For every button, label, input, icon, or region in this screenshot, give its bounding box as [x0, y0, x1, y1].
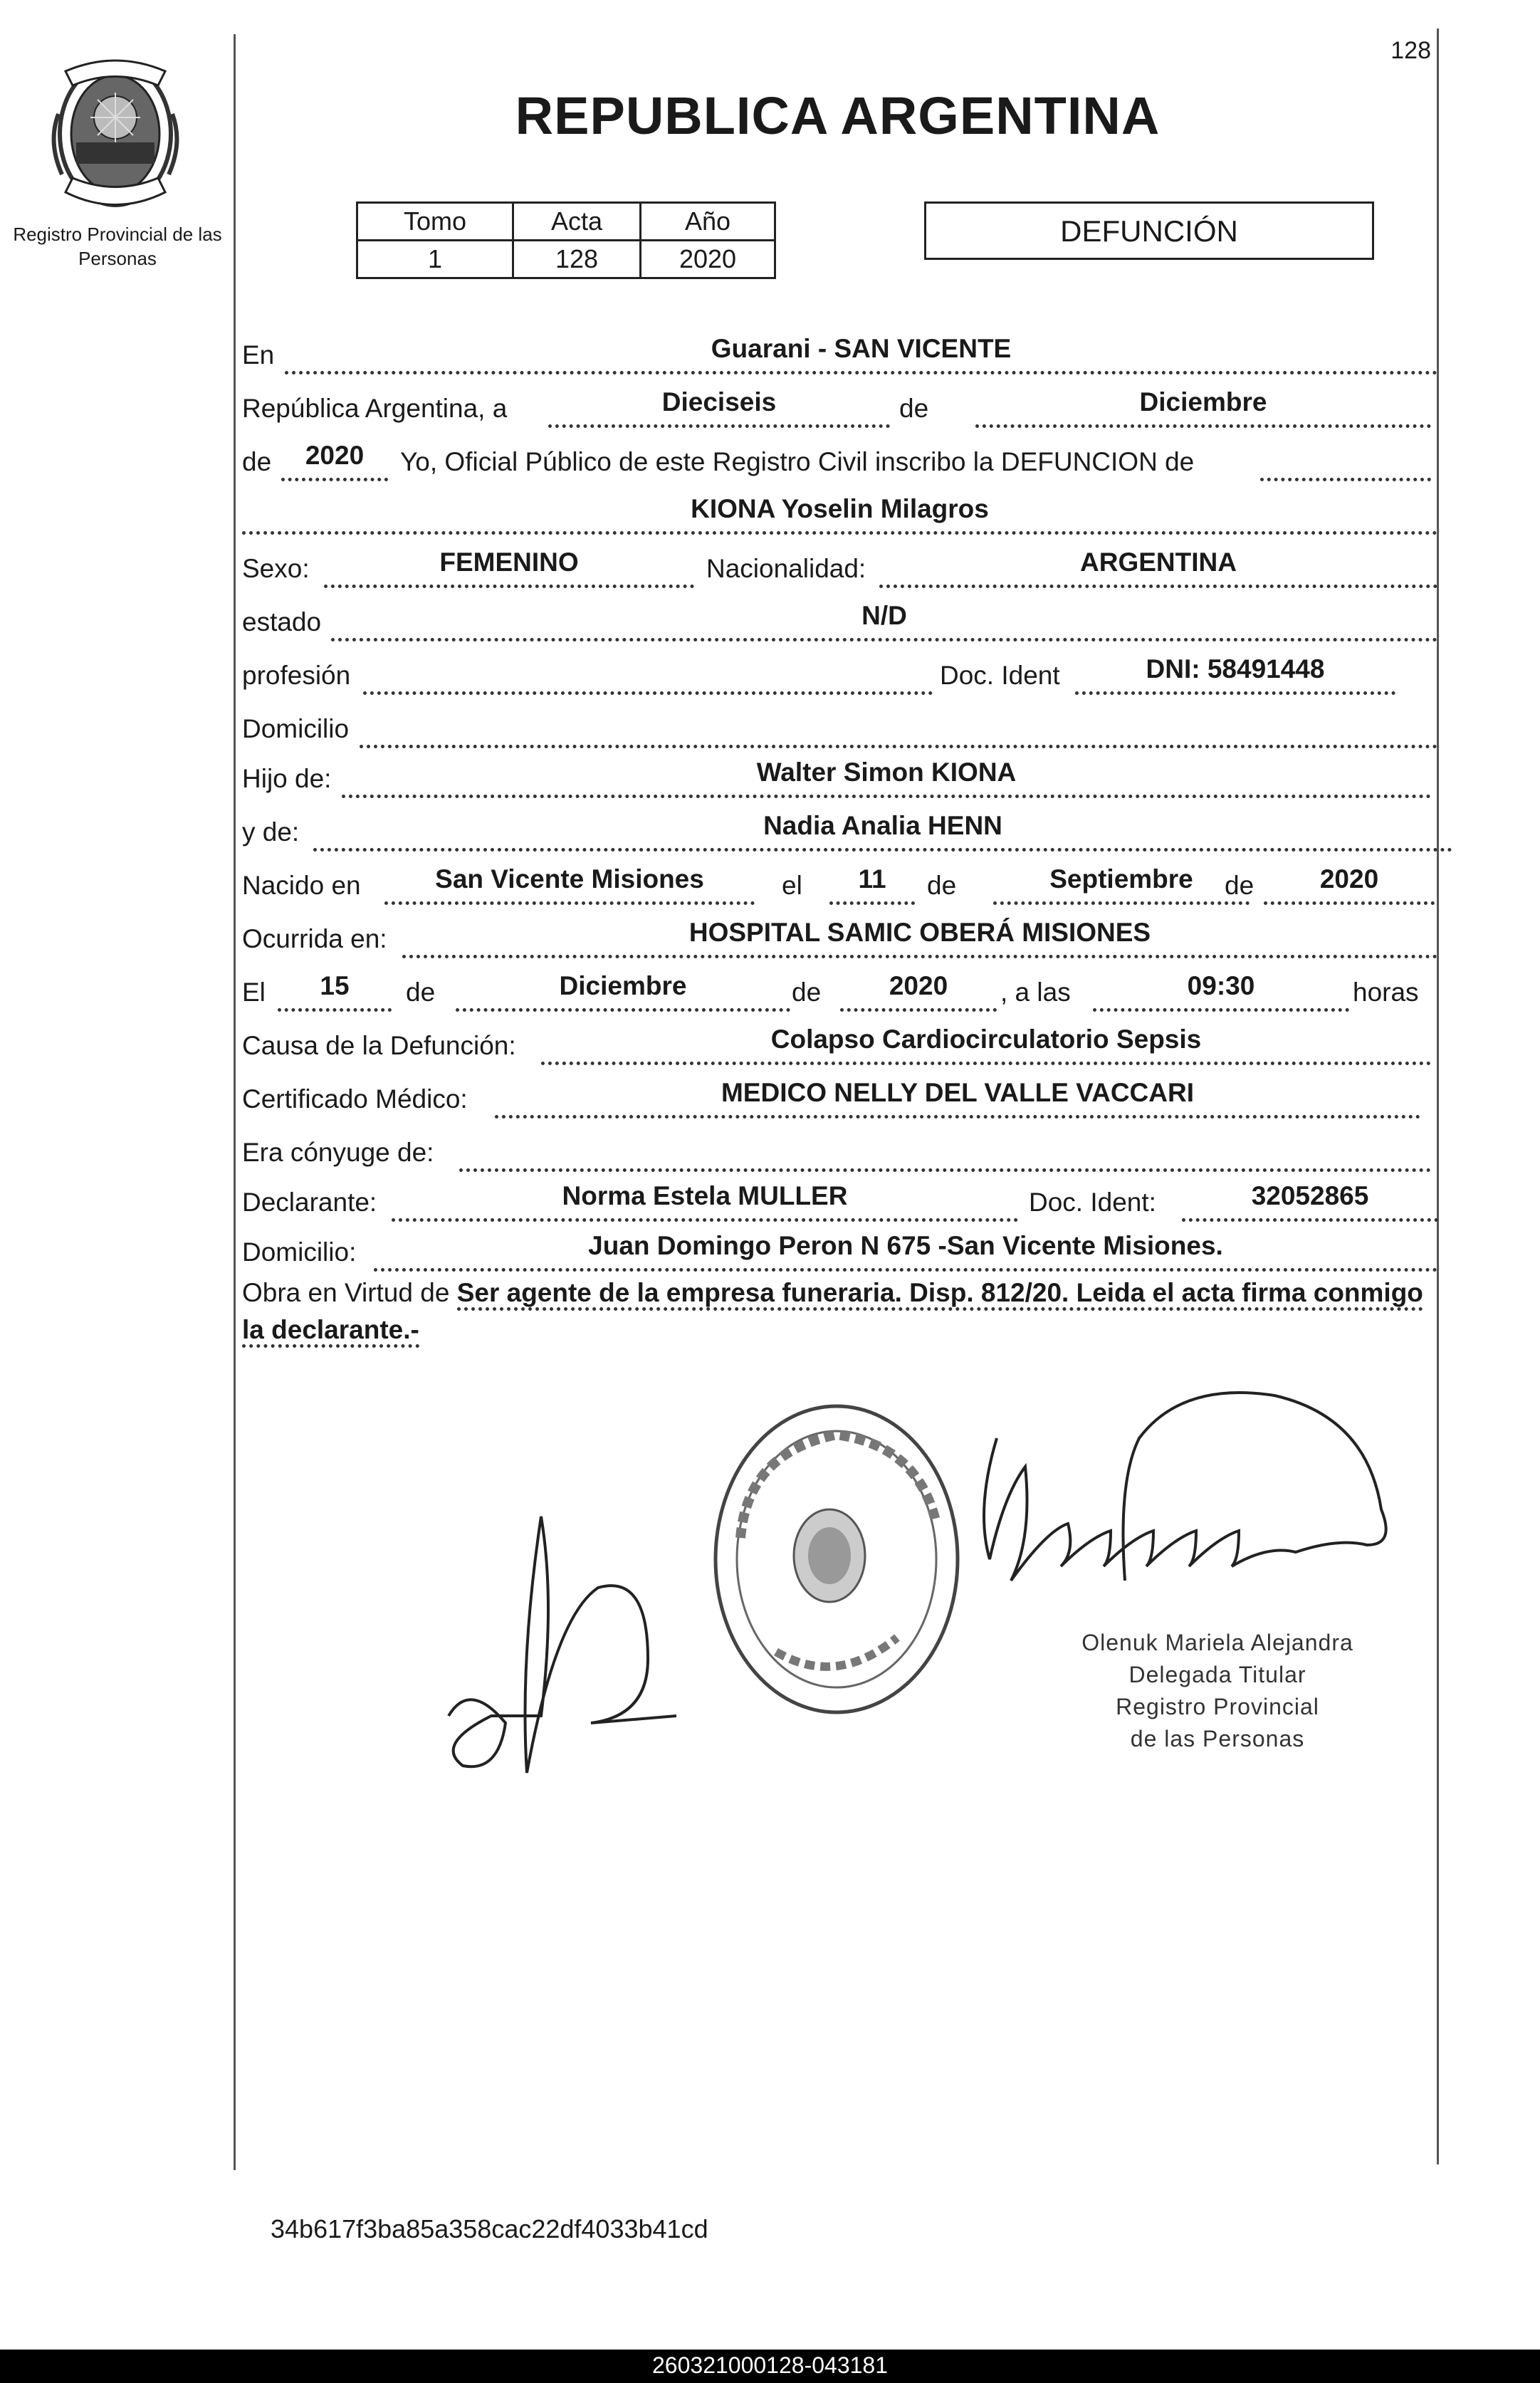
nombre-field — [242, 486, 1437, 535]
declarante-field — [392, 1173, 1018, 1222]
estado-label: estado — [242, 607, 322, 637]
row-anio — [242, 434, 1437, 481]
domicilio-field — [360, 699, 1437, 748]
declarante-label: Declarante: — [242, 1188, 377, 1217]
hora-field — [1093, 963, 1349, 1012]
nac-mes-value: Septiembre — [1049, 864, 1193, 894]
delegada-name: Olenuk Mariela Alejandra — [1081, 1630, 1353, 1655]
conyuge-field — [459, 1123, 1431, 1172]
page-number: 128 — [1390, 37, 1431, 64]
domicilio2-field — [374, 1222, 1437, 1272]
row-fecha-defuncion — [242, 965, 1437, 1012]
de-label-6: de — [792, 978, 822, 1007]
hora-value: 09:30 — [1187, 971, 1255, 1000]
barcode-text: 260321000128-043181 — [652, 2352, 888, 2378]
nacionalidad-field — [879, 539, 1437, 588]
padre-value: Walter Simon KIONA — [756, 758, 1017, 787]
oficial-blank — [1260, 432, 1431, 481]
lugar-value: Guarani - SAN VICENTE — [711, 334, 1012, 363]
el-cap-label: El — [242, 978, 266, 1007]
certificado-label: Certificado Médico: — [242, 1084, 468, 1114]
alas-label: , a las — [1000, 978, 1071, 1007]
de-label-2: de — [242, 447, 272, 476]
oficial-label: Yo, Oficial Público de este Registro Civil inscribo la DEFUNCION de — [400, 447, 1195, 476]
nacido-value: San Vicente Misiones — [435, 864, 704, 894]
domicilio2-value: Juan Domingo Peron N 675 -San Vicente Misiones. — [588, 1231, 1223, 1260]
obra-text: Ser agente de la empresa funeraria. Disp. 812/20. Leida el acta firma conmigo la declarante.- — [242, 1278, 1423, 1348]
registro-side-label: Registro Provincial de las Personas — [13, 224, 222, 269]
anio-header: Año — [641, 203, 775, 241]
de-label-5: de — [406, 978, 436, 1007]
yde-label: y de: — [242, 817, 300, 847]
row-conyuge — [242, 1125, 1437, 1172]
de-label-3: de — [927, 871, 957, 900]
row-estado — [242, 595, 1437, 641]
delegada-title: Delegada Titular — [1128, 1662, 1306, 1687]
row-domicilio2 — [242, 1225, 1437, 1272]
row-fecha — [242, 381, 1437, 428]
row-sexo — [242, 541, 1437, 588]
tomo-acta-table — [356, 201, 776, 279]
domicilio2-label: Domicilio: — [242, 1237, 357, 1267]
madre-value: Nadia Analia HENN — [763, 811, 1002, 840]
delegada-block — [1032, 1627, 1403, 1755]
nacido-field — [384, 856, 755, 905]
republica-label: República Argentina, a — [242, 394, 508, 423]
el-label: el — [782, 871, 802, 900]
row-certificado — [242, 1072, 1437, 1119]
delegada-org2: de las Personas — [1130, 1726, 1305, 1751]
padre-field — [342, 749, 1431, 798]
de-label: de — [899, 394, 929, 423]
nacionalidad-label: Nacionalidad: — [706, 554, 866, 583]
obra-paragraph — [242, 1274, 1438, 1348]
anio-field — [281, 432, 388, 481]
causa-value: Colapso Cardiocirculatorio Sepsis — [770, 1025, 1202, 1054]
acta-value: 128 — [513, 241, 641, 278]
horas-label: horas — [1353, 978, 1419, 1007]
domicilio-label: Domicilio — [242, 714, 350, 743]
tomo-value: 1 — [357, 241, 513, 278]
def-mes-value: Diciembre — [559, 971, 687, 1000]
declarante-signature-icon — [413, 1502, 712, 1787]
obra-label: Obra en Virtud de — [242, 1278, 450, 1307]
hijo-label: Hijo de: — [242, 764, 332, 793]
def-anio-value: 2020 — [889, 971, 948, 1000]
row-madre — [242, 805, 1437, 852]
ocurrida-label: Ocurrida en: — [242, 924, 387, 953]
nacido-label: Nacido en — [242, 871, 361, 900]
estado-value: N/D — [861, 601, 907, 630]
nombre-value: KIONA Yoselin Milagros — [691, 494, 989, 523]
delegada-signature-icon — [968, 1367, 1410, 1645]
def-anio-field — [840, 963, 997, 1012]
doc-ident-label: Doc. Ident — [940, 661, 1060, 690]
causa-label: Causa de la Defunción: — [242, 1031, 516, 1060]
row-nombre — [242, 488, 1437, 535]
def-dia-field — [278, 963, 392, 1012]
left-border — [234, 34, 236, 2170]
def-mes-field — [456, 963, 790, 1012]
doc-ident2-value: 32052865 — [1251, 1181, 1369, 1210]
dia-value: Dieciseis — [661, 387, 777, 417]
document-hash: 34b617f3ba85a358cac22df4033b41cd — [271, 2214, 708, 2243]
doc-ident2-field — [1182, 1173, 1438, 1222]
anio-value: 2020 — [641, 241, 775, 278]
en-label: En — [242, 340, 275, 370]
causa-field — [541, 1016, 1431, 1065]
row-lugar — [242, 328, 1437, 375]
doc-ident2-label: Doc. Ident: — [1029, 1188, 1156, 1217]
nac-anio-field — [1264, 856, 1435, 905]
sexo-label: Sexo: — [242, 554, 310, 583]
sexo-field — [324, 539, 694, 588]
certificado-value: MEDICO NELLY DEL VALLE VACCARI — [721, 1078, 1194, 1107]
profesion-field — [363, 646, 933, 695]
lugar-field — [285, 325, 1437, 375]
anio-value-form: 2020 — [305, 441, 365, 470]
estado-field — [331, 592, 1437, 641]
dia-field — [548, 379, 890, 428]
doc-type-box: DEFUNCIÓN — [924, 201, 1374, 260]
row-declarante — [242, 1175, 1437, 1222]
nac-anio-value: 2020 — [1319, 864, 1379, 894]
de-label-4: de — [1225, 871, 1254, 900]
conyuge-label: Era cónyuge de: — [242, 1138, 434, 1167]
mes-value: Diciembre — [1139, 387, 1267, 417]
nacionalidad-value: ARGENTINA — [1080, 548, 1237, 577]
row-nacido — [242, 858, 1437, 905]
acta-header: Acta — [513, 203, 641, 241]
nac-mes-field — [993, 856, 1250, 905]
mes-field — [975, 379, 1431, 428]
declarante-value: Norma Estela MULLER — [562, 1181, 848, 1210]
def-dia-value: 15 — [320, 971, 350, 1000]
row-domicilio — [242, 701, 1437, 748]
profesion-label: profesión — [242, 661, 351, 690]
madre-field — [313, 802, 1452, 852]
certificado-field — [495, 1069, 1420, 1119]
doc-ident-value: DNI: 58491448 — [1146, 654, 1325, 684]
tomo-header: Tomo — [357, 203, 513, 241]
doc-ident-field — [1075, 646, 1395, 695]
delegada-org: Registro Provincial — [1116, 1694, 1319, 1719]
ocurrida-field — [402, 909, 1437, 958]
row-profesion — [242, 648, 1437, 695]
nac-dia-value: 11 — [858, 864, 886, 894]
row-ocurrida — [242, 911, 1437, 958]
row-hijo — [242, 751, 1437, 798]
ocurrida-value: HOSPITAL SAMIC OBERÁ MISIONES — [688, 918, 1151, 947]
page-title: REPUBLICA ARGENTINA — [515, 86, 1161, 145]
row-causa — [242, 1018, 1437, 1065]
sexo-value: FEMENINO — [439, 548, 579, 577]
official-stamp-icon — [705, 1395, 968, 1723]
nac-dia-field — [829, 856, 915, 905]
